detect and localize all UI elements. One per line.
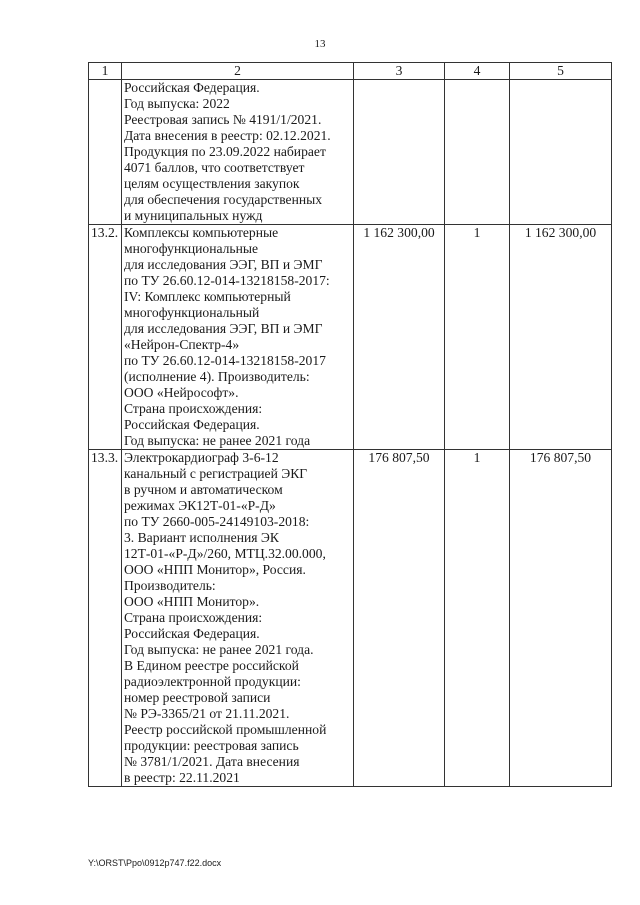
row-number: 13.3. (89, 450, 122, 787)
table-row (89, 80, 612, 225)
item-description: Российская Федерация. Год выпуска: 2022 Реестровая запись № 4191/1/2021. Дата внесения в реестр: 02.12.2021. Продукция по 23.09.2022 набирает 4071 баллов, что соответствует целям осуществления закупок для обеспечения государственных и муниципальных нужд (122, 80, 354, 225)
item-total: 176 807,50 (510, 450, 612, 787)
item-description: Электрокардиограф 3-6-12 канальный с регистрацией ЭКГ в ручном и автоматическом режимах ЭК12Т-01-«Р-Д» по ТУ 2660-005-24149103-2018: 3. Вариант исполнения ЭК 12Т-01-«Р-Д»/260, МТЦ.32.00.000, ООО «НПП Монитор», Россия. Производитель: ООО «НПП Монитор». Страна происхождения: Российская Федерация. Год выпуска: не ранее 2021 года. В Едином реестре российской радиоэлектронной продукции: номер реестровой записи № РЭ-3365/21 от 21.11.2021. Реестр российской промышленной продукции: реестровая запись № 3781/1/2021. Дата внесения в реестр: 22.11.2021 (122, 450, 354, 787)
table-header-row (89, 63, 612, 80)
item-quantity (445, 80, 510, 225)
column-header: 4 (445, 63, 510, 80)
footer-file-path: Y:\ORST\Ppo\0912p747.f22.docx (88, 858, 222, 868)
column-header: 3 (354, 63, 445, 80)
table-row (89, 225, 612, 450)
item-quantity: 1 (445, 225, 510, 450)
item-price (354, 80, 445, 225)
table-row (89, 450, 612, 787)
column-header: 1 (89, 63, 122, 80)
item-price: 176 807,50 (354, 450, 445, 787)
row-number: 13.2. (89, 225, 122, 450)
item-total (510, 80, 612, 225)
item-description: Комплексы компьютерные многофункциональные для исследования ЭЭГ, ВП и ЭМГ по ТУ 26.60.12-014-13218158-2017: IV: Комплекс компьютерный многофункциональный для исследования ЭЭГ, ВП и ЭМГ «Нейрон-Спектр-4» по ТУ 26.60.12-014-13218158-2017 (исполнение 4). Производитель: ООО «Нейрософт». Страна происхождения: Российская Федерация. Год выпуска: не ранее 2021 года (122, 225, 354, 450)
item-quantity: 1 (445, 450, 510, 787)
items-table (88, 62, 612, 787)
column-header: 5 (510, 63, 612, 80)
page-number: 13 (314, 38, 326, 50)
row-number (89, 80, 122, 225)
column-header: 2 (122, 63, 354, 80)
item-total: 1 162 300,00 (510, 225, 612, 450)
item-price: 1 162 300,00 (354, 225, 445, 450)
